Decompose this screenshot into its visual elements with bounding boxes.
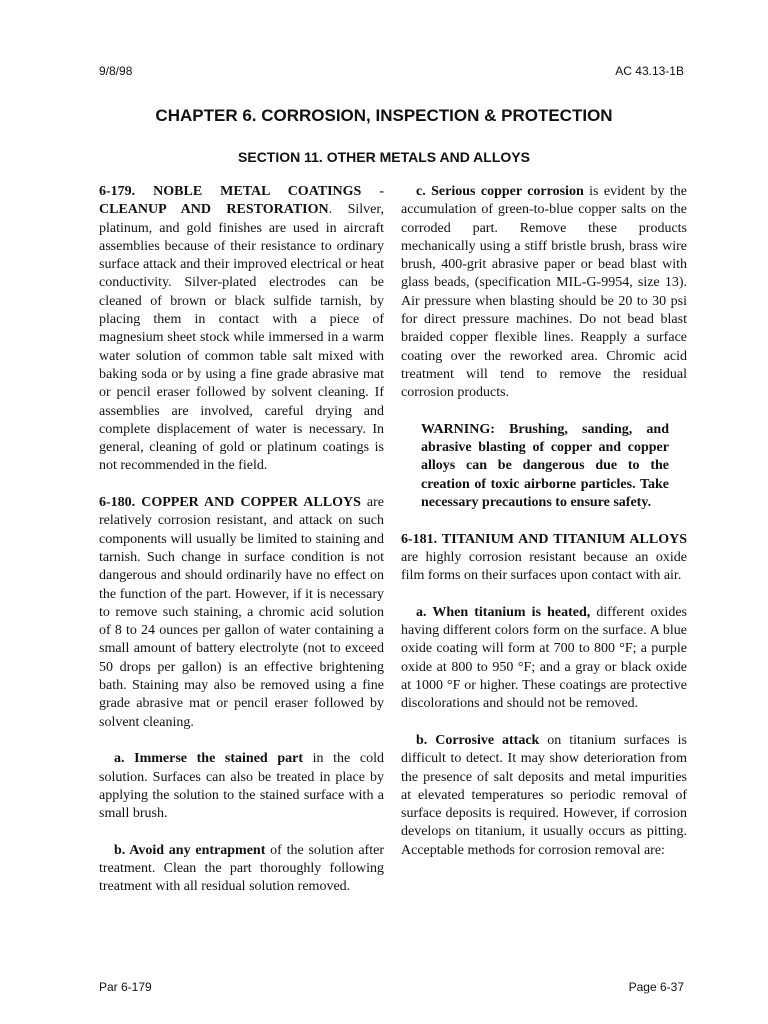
paragraph-text: is evident by the accumulation of green-to-blue copper salts on the corroded part. Remove these products mechanically using a stiff bristle brush, brass wire brush, 400-grit abrasive paper or bead blast with glass beads, (specification MIL-G-9954, size 13). Air pressure when blasting should be 20 to 30 psi for direct pressure machines. Do not bead blast braided copper flexible lines. Reapply a surface coating over the reworked area. Chromic acid treatment will tend to remove the residual corrosion products. xyxy=(401,184,687,401)
header-date: 9/8/98 xyxy=(99,64,133,78)
left-column xyxy=(99,183,384,897)
paragraph-6-180 xyxy=(99,494,384,732)
paragraph-6-179 xyxy=(99,183,384,476)
paragraph-6-181-b xyxy=(401,732,687,860)
paragraph-heading: a. When titanium is heated, xyxy=(416,604,591,620)
paragraph-heading: 6-180. COPPER AND COPPER ALLOYS xyxy=(99,495,361,511)
paragraph-6-181-a xyxy=(401,604,687,714)
paragraph-heading: b. Avoid any entrapment xyxy=(114,842,266,858)
paragraph-heading: 6-179. NOBLE METAL COATINGS - CLEANUP AND RESTORATION xyxy=(99,184,384,218)
paragraph-heading: 6-181. TITANIUM AND TITANIUM ALLOYS xyxy=(401,531,687,547)
footer-paragraph-ref: Par 6-179 xyxy=(99,980,152,994)
chapter-title: CHAPTER 6. CORROSION, INSPECTION & PROTECTION xyxy=(155,106,613,125)
header-document-id: AC 43.13-1B xyxy=(615,64,684,78)
footer-page-number: Page 6-37 xyxy=(628,980,684,994)
paragraph-6-180-c xyxy=(401,183,687,403)
paragraph-6-181 xyxy=(401,531,687,586)
paragraph-text: different oxides having different colors form on the surface. A blue oxide coating will form at 700 to 800 °F; a purple oxide at 800 to 950 °F; and a gray or black oxide at 1000 °F or higher. These coatings are protective discolorations and should not be removed. xyxy=(401,604,687,712)
paragraph-text: on titanium surfaces is difficult to detect. It may show deterioration from the presence of salt deposits and metal impurities at elevated temperatures so periodic removal of surface deposits is required. However, if corrosion develops on titanium, it usually occurs as pitting. Acceptable methods for corrosion removal are: xyxy=(401,732,687,858)
paragraph-heading: a. Immerse the stained part xyxy=(114,751,303,767)
paragraph-text: are relatively corrosion resistant, and attack on such components will usually be limited to staining and tarnish. Such change in surface condition is not dangerous and should ordinarily have no effect on the function of the part. However, if it is necessary to remove such staining, a chromic acid solution of 8 to 24 ounces per gallon of water containing a small amount of battery electrolyte (not to exceed 50 drops per gallon) is an effective brightening bath. Staining may also be removed using a fine grade abrasive mat or pencil eraser followed by solvent cleaning. xyxy=(99,495,385,730)
warning-note: WARNING: Brushing, sanding, and abrasive blasting of copper and copper alloys can be dangerous due to the creation of toxic airborne particles. Take necessary precautions to ensure safety. xyxy=(421,421,669,511)
right-column xyxy=(401,183,687,860)
paragraph-text: are highly corrosion resistant because an oxide film forms on their surfaces upon contact with air. xyxy=(401,549,687,584)
section-title: SECTION 11. OTHER METALS AND ALLOYS xyxy=(238,149,530,165)
paragraph-text: in the cold solution. Surfaces can also be treated in place by applying the solution to the stained surface with a small brush. xyxy=(99,751,384,822)
paragraph-heading: c. Serious copper corrosion xyxy=(416,184,584,199)
paragraph-heading: b. Corrosive attack xyxy=(416,732,540,748)
paragraph-6-180-b xyxy=(99,842,384,897)
paragraph-text: . Silver, platinum, and gold finishes are used in aircraft assemblies because of their resistance to ordinary surface attack and their improved electrical or heat conductivity. Silver-plated electrodes can be cleaned of brown or black sulfide tarnish, by placing them in contact with a piece of magnesium sheet stock while immersed in a warm water solution of common table salt mixed with baking soda or by using a fine grade abrasive mat or pencil eraser followed by solvent cleaning. If assemblies are involved, careful drying and complete displacement of water is necessary. In general, cleaning of gold or platinum coatings is not recommended in the field. xyxy=(99,202,384,474)
paragraph-6-180-a xyxy=(99,750,384,823)
paragraph-text: of the solution after treatment. Clean the part thoroughly following treatment with all residual solution removed. xyxy=(99,842,384,895)
